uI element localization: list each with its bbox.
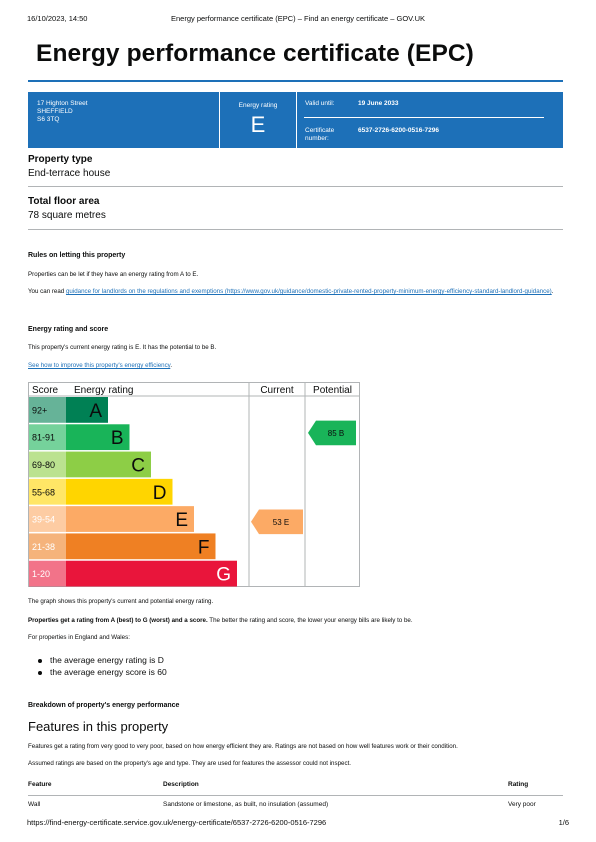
assumed-ratings-text: Assumed ratings are based on the property's age and type. They are used for features the assessor could not inspect. — [28, 760, 352, 767]
list-item: the average energy score is 60 — [28, 667, 167, 679]
energy-rating-label: Energy rating — [238, 102, 278, 109]
row-divider — [28, 795, 563, 796]
england-wales-text: For properties in England and Wales: — [28, 634, 130, 641]
print-url: https://find-energy-certificate.service.gov.uk/energy-certificate/6537-2726-6200-0516-7296 — [27, 818, 327, 827]
rating-explanation — [28, 617, 413, 626]
landlord-guidance-link[interactable]: guidance for landlords on the regulations and exemptions (https://www.gov.uk/guidance/domestic-private-rented-property-minimum-energy-efficiency-standard-landlord-guidance) — [65, 288, 552, 295]
property-address — [37, 100, 88, 124]
band-score-label: 81-91 — [32, 432, 56, 443]
improve-efficiency-suffix: . — [170, 362, 173, 369]
property-type-label: Property type — [28, 154, 93, 165]
floor-area — [28, 196, 106, 221]
band-letter: E — [175, 510, 188, 532]
current-rating-marker-label: 53 E — [272, 517, 290, 527]
average-ratings-list — [28, 655, 167, 679]
band-letter: B — [110, 428, 124, 450]
band-score-label: 55-68 — [32, 487, 56, 498]
letting-guidance-suffix: . — [551, 288, 554, 295]
band-letter: D — [152, 482, 167, 504]
chart-header-score: Score — [32, 385, 59, 396]
band-score-label: 1-20 — [32, 569, 51, 580]
address-line-city: SHEFFIELD — [37, 108, 73, 115]
chart-header-energy-rating: Energy rating — [74, 385, 134, 396]
letting-rules-text: Properties can be let if they have an energy rating from A to E. — [28, 271, 199, 278]
summary-divider — [296, 92, 297, 148]
energy-rating-text: This property's current energy rating is E. It has the potential to be B. — [28, 344, 217, 351]
certificate-number-label: Certificate number: — [305, 127, 335, 142]
valid-until-label: Valid until: — [305, 100, 335, 107]
page-number: 1/6 — [558, 818, 569, 827]
graph-description: The graph shows this property's current and potential energy rating. — [28, 598, 214, 605]
table-row — [28, 798, 563, 818]
band-score-label: 69-80 — [32, 459, 56, 470]
valid-until-value: 19 June 2033 — [358, 100, 399, 107]
page-title: Energy performance certificate (EPC) — [36, 40, 474, 67]
potential-rating-marker-label: 85 B — [327, 428, 345, 438]
print-header — [27, 14, 569, 26]
floor-area-label: Total floor area — [28, 196, 100, 207]
certificate-summary-panel — [28, 92, 563, 148]
improve-efficiency-link[interactable]: See how to improve this property's energy efficiency — [28, 362, 171, 369]
chart-header-current: Current — [260, 385, 294, 396]
address-line-postcode: S6 3TQ — [37, 116, 60, 123]
summary-row-divider — [304, 117, 544, 118]
property-type-value: End-terrace house — [28, 168, 111, 179]
print-footer — [27, 818, 569, 830]
energy-rating-chart — [28, 382, 360, 587]
energy-rating-heading: Energy rating and score — [28, 326, 109, 333]
band-bar-f — [66, 533, 216, 559]
column-header-feature: Feature — [28, 781, 52, 788]
band-letter: F — [197, 537, 210, 559]
energy-rating-graph — [28, 382, 360, 587]
title-divider — [28, 80, 563, 82]
features-heading: Features in this property — [28, 719, 169, 734]
feature-rating: Very poor — [508, 801, 536, 808]
table-header-row — [28, 778, 563, 798]
certificate-number-value: 6537-2726-6200-0516-7296 — [358, 127, 439, 134]
band-score-label: 21-38 — [32, 541, 56, 552]
floor-area-value: 78 square metres — [28, 210, 106, 221]
letting-guidance-paragraph — [28, 288, 563, 297]
band-letter: C — [131, 455, 145, 477]
rating-explanation-bold: Properties get a rating from A (best) to G (worst) and a score. — [28, 617, 208, 624]
energy-rating-letter: E — [250, 112, 266, 137]
section-divider — [28, 186, 563, 187]
list-item: the average energy rating is D — [28, 655, 167, 667]
address-line-street: 17 Highton Street — [37, 100, 88, 107]
feature-name: Wall — [28, 801, 41, 808]
column-header-description: Description — [163, 781, 199, 788]
print-datetime: 16/10/2023, 14:50 — [27, 14, 88, 23]
letting-rules-heading: Rules on letting this property — [28, 252, 126, 259]
band-score-label: 92+ — [32, 405, 48, 416]
letting-guidance-prefix: You can read — [28, 288, 66, 295]
chart-header-potential: Potential — [313, 385, 352, 396]
section-divider — [28, 229, 563, 230]
band-score-label: 39-54 — [32, 514, 56, 525]
feature-description: Sandstone or limestone, as built, no insulation (assumed) — [163, 801, 329, 808]
breakdown-heading: Breakdown of property's energy performance — [28, 702, 180, 709]
improve-efficiency-paragraph — [28, 362, 172, 371]
features-text: Features get a rating from very good to very poor, based on how energy efficient they are. Ratings are not based on how well features work or their condition. — [28, 743, 458, 750]
band-letter: G — [216, 564, 231, 586]
features-table — [28, 778, 563, 818]
property-type — [28, 154, 110, 179]
band-bar-g — [66, 561, 237, 587]
print-page-title: Energy performance certificate (EPC) – Find an energy certificate – GOV.UK — [170, 14, 425, 23]
band-letter: A — [89, 400, 102, 422]
column-header-rating: Rating — [508, 781, 529, 788]
rating-explanation-rest: The better the rating and score, the lower your energy bills are likely to be. — [207, 617, 413, 624]
